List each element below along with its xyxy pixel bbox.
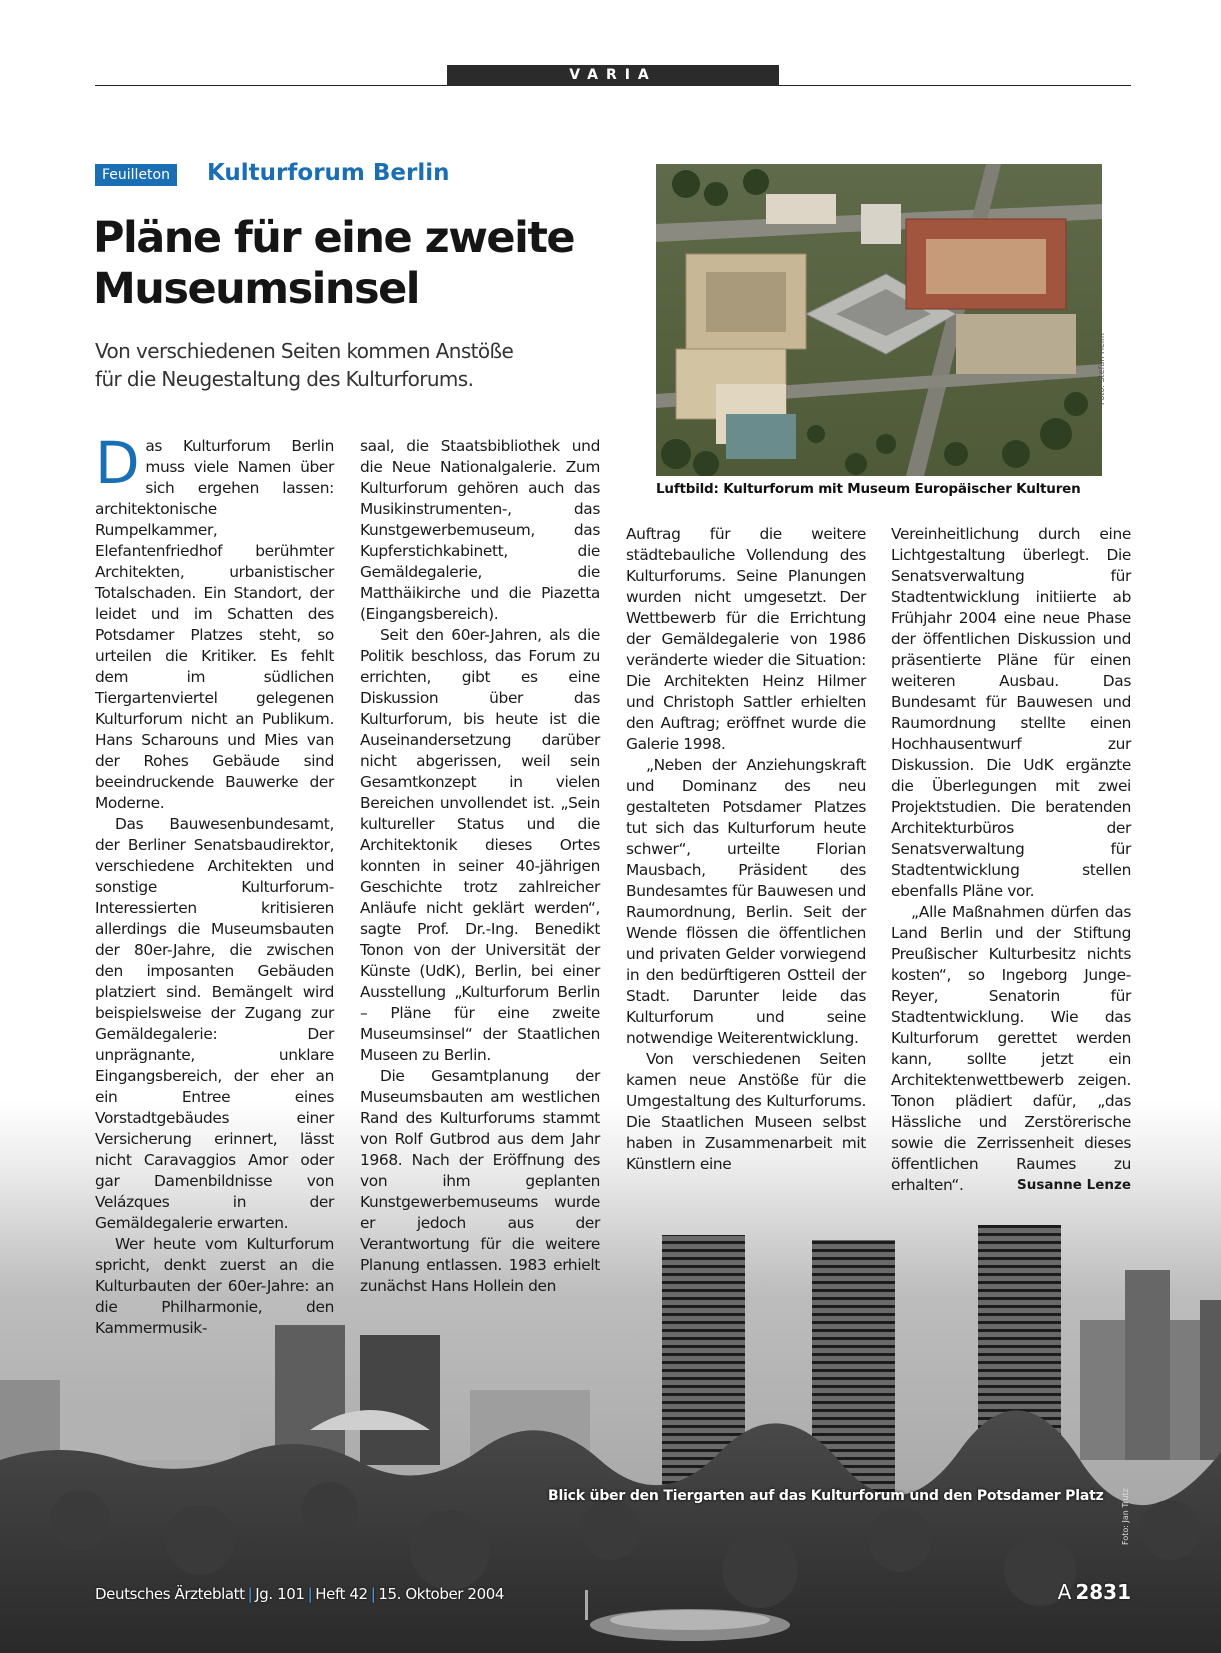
page-number <box>1058 1580 1131 1604</box>
paragraph: Wer heute vom Kulturforum spricht, denkt zuerst an die Kulturbauten der 60er-Jahre: an die Philharmonie, den Kammermusik- <box>95 1235 334 1337</box>
skyline-photo-credit: Foto: Jan Trutz <box>1121 1488 1130 1545</box>
article-column-4 <box>891 524 1131 1196</box>
drop-cap: D <box>95 429 140 497</box>
article-column-1 <box>95 429 334 1339</box>
article-column-3 <box>626 524 866 1175</box>
footer-separator: | <box>247 1585 253 1603</box>
section-title: Kulturforum Berlin <box>207 160 450 186</box>
subheadline-line-1: Von verschiedenen Seiten kommen Anstöße <box>95 339 514 363</box>
journal-volume: Jg. 101 <box>255 1585 305 1603</box>
kicker-badge: Feuilleton <box>95 164 177 186</box>
subheadline-line-2: für die Neugestaltung des Kulturforums. <box>95 367 474 391</box>
paragraph: saal, die Staatsbibliothek und die Neue Nationalgalerie. Zum Kulturforum gehören auch das Musikinstrumenten-, das Kunstgewerbemuseum, das Kupferstichkabinett, die Gemäldegalerie, die Matthäikirche und die Piazetta (Eingangsbereich). <box>360 437 600 623</box>
paragraph: Das Bauwesenbundesamt, der Berliner Senatsbaudirektor, verschiedene Architekten und sonstige Kulturforum-Interessierten kritisieren allerdings die Museumsbauten der 80er-Jahre, die zwischen den imposanten Gebäuden platziert sind. Bemängelt wird beispielsweise der Zugang zur Gemäldegalerie: Der unprägnante, unklare Eingangsbereich, der eher an ein Entree eines Vorstadtgebäudes einer Versicherung erinnert, lässt nicht Caravaggios Amor oder gar Damenbildnisse von Velázques in der Gemäldegalerie erwarten. <box>95 815 334 1232</box>
headline-line-1: Pläne für eine zweite <box>93 213 575 263</box>
paragraph: „Neben der Anziehungskraft und Dominanz des neu gestalteten Potsdamer Platzes tut sich das Kulturforum heute schwer“, urteilte Florian Mausbach, Präsident des Bundesamtes für Bauwesen und Raumordnung, Berlin. Seit der Wende flössen die öffentlichen und privaten Gelder vorwiegend in den bedürftigeren Ostteil der Stadt. Darunter leide das Kulturforum und seine notwendige Weiterentwicklung. <box>626 756 866 1047</box>
section-banner: VARIA <box>447 65 779 86</box>
aerial-photo-caption: Luftbild: Kulturforum mit Museum Europäischer Kulturen <box>656 481 1081 497</box>
aerial-photo-illustration <box>656 164 1102 476</box>
headline-line-2: Museumsinsel <box>93 264 420 314</box>
skyline-photo-caption: Blick über den Tiergarten auf das Kulturforum und den Potsdamer Platz <box>548 1488 1104 1504</box>
headline <box>93 213 613 315</box>
footer-separator: | <box>307 1585 313 1603</box>
journal-issue: Heft 42 <box>315 1585 368 1603</box>
paragraph: Auftrag für die weitere städtebauliche Vollendung des Kulturforums. Seine Planungen wurden nicht umgesetzt. Der Wettbewerb für die Errichtung der Gemäldegalerie von 1986 veränderte wieder die Situation: Die Architekten Heinz Hilmer und Christoph Sattler erhielten den Auftrag; eröffnet wurde die Galerie 1998. <box>626 525 866 753</box>
page-footer <box>95 1585 504 1603</box>
article-column-2 <box>360 436 600 1297</box>
paragraph: Von verschiedenen Seiten kamen neue Anstöße für die Umgestaltung des Kulturforums. Die Staatlichen Museen selbst haben in Zusammenarbeit mit Künstlern eine <box>626 1050 866 1173</box>
paragraph-text: as Kulturforum Berlin muss viele Namen über sich ergehen lassen: architektonische Rumpelkammer, Elefantenfriedhof berühmter Architekten, urbanistischer Totalschaden. Ein Standort, der leidet und im Schatten des Potsdamer Platzes steht, so urteilen die Kritiker. Es fehlt dem im südlichen Tiergartenviertel gelegenen Kulturforum nicht an Publikum. Hans Scharouns und Mies van der Rohes Gebäude sind beeindruckende Bauwerke der Moderne. <box>95 437 334 812</box>
journal-name: Deutsches Ärzteblatt <box>95 1585 245 1603</box>
author-byline: Susanne Lenze <box>1017 1177 1131 1193</box>
aerial-photo <box>656 164 1102 476</box>
aerial-photo-credit: Foto: Stefan Heim <box>1097 333 1106 405</box>
footer-separator: | <box>370 1585 376 1603</box>
issue-date: 15. Oktober 2004 <box>378 1585 504 1603</box>
paragraph: Die Gesamtplanung der Museumsbauten am westlichen Rand des Kulturforums stammt von Rolf Gutbrod aus dem Jahr 1968. Nach der Eröffnung des von ihm geplanten Kunstgewerbemuseums wurde er jedoch aus der Verantwortung für die weitere Planung entlassen. 1983 erhielt zunächst Hans Hollein den <box>360 1067 600 1295</box>
page-prefix: A <box>1057 1580 1072 1604</box>
paragraph: Vereinheitlichung durch eine Lichtgestaltung überlegt. Die Senatsverwaltung für Stadtentwicklung initiierte ab Frühjahr 2004 eine neue Phase der öffentlichen Diskussion und präsentierte Pläne für einen weiteren Ausbau. Das Bundesamt für Bauwesen und Raumordnung stellte einen Hochhausentwurf zur Diskussion. Die UdK ergänzte die Überlegungen mit zwei Projektstudien. Die beratenden Architekturbüros der Senatsverwaltung für Stadtentwicklung stellen ebenfalls Pläne vor. <box>891 525 1131 900</box>
paragraph-text: „Alle Maßnahmen dürfen das Land Berlin und der Stiftung Preußischer Kulturbesitz nichts kosten“, so Ingeborg Junge-Reyer, Senatorin für Stadtentwicklung. Wie das Kulturforum gerettet werden kann, sollte jetzt ein Architektenwettbewerb zeigen. Tonon plädiert dafür, „das Hässliche und Zerstörerische sowie die Zerrissenheit dieses öffentlichen Raumes zu erhalten“. <box>891 903 1131 1194</box>
page-number-value: 2831 <box>1075 1580 1131 1604</box>
paragraph <box>891 902 1131 1196</box>
paragraph <box>95 429 334 814</box>
subheadline <box>95 337 615 393</box>
paragraph: Seit den 60er-Jahren, als die Politik beschloss, das Forum zu errichten, gibt es eine Diskussion über das Kulturforum, bis heute ist die Auseinandersetzung darüber nicht abgerissen, weil sein Gesamtkonzept in vielen Bereichen unvollendet ist. „Sein kultureller Status und die Architektonik dieses Ortes konnten in seiner 40-jährigen Geschichte trotz zahlreicher Anläufe nicht geklärt werden“, sagte Prof. Dr.-Ing. Benedikt Tonon von der Universität der Künste (UdK), Berlin, bei einer Ausstellung „Kulturforum Berlin – Pläne für eine zweite Museumsinsel“ der Staatlichen Museen zu Berlin. <box>360 626 600 1064</box>
